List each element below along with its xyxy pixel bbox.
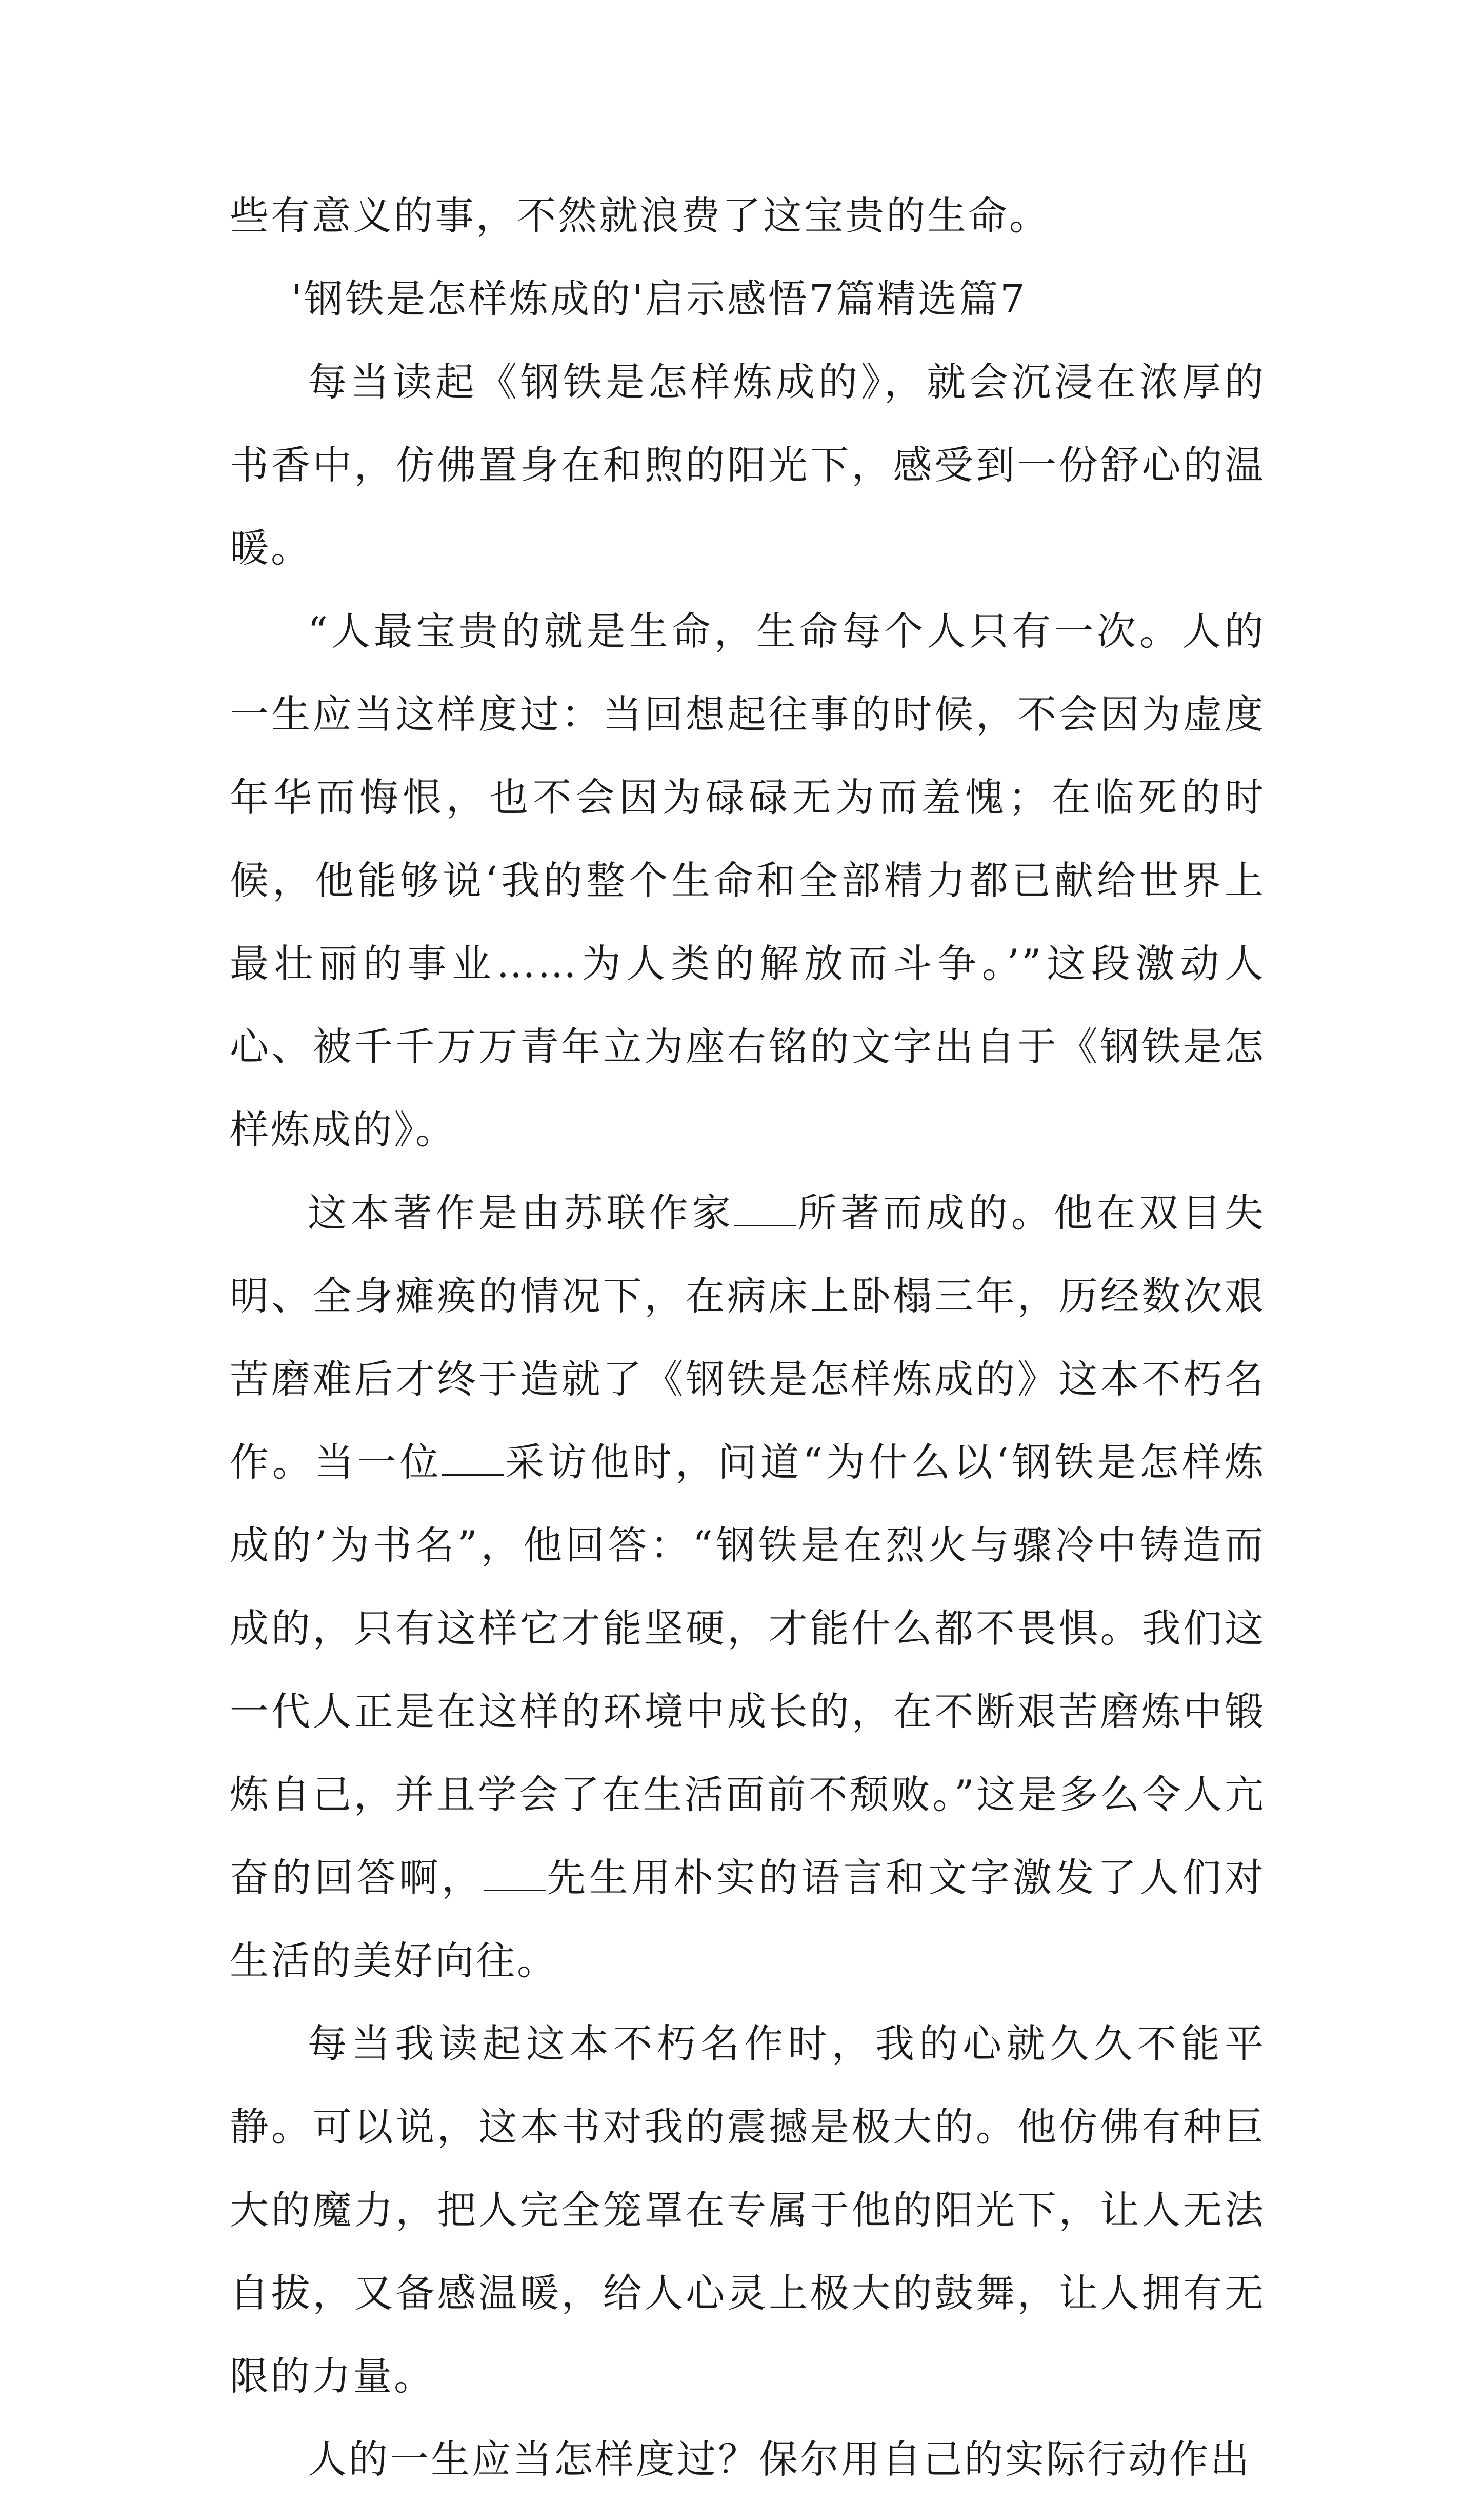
- paragraph-author-part-1: 这本著作是由苏联作家: [308, 1190, 735, 1236]
- paragraph-life: 人的一生应当怎样度过？保尔用自己的实际行动作出: [308, 2436, 1251, 2482]
- paragraph-quote: “人最宝贵的就是生命，生命每个人只有一次。人的一生应当这样度过：当回想起往事的时候，不会因为虚度年华而悔恨，也不会因为碌碌无为而羞愧；在临死的时候，他能够说‘我的整个生命和全部精力都已献给世界上最壮丽的事业……为人类的解放而斗争。’”这段激动人心、被千千万万青年立为座右铭的文字出自于《钢铁是怎样炼成的》。: [230, 608, 1266, 1153]
- blank-author-surname: [484, 1859, 546, 1891]
- section-heading: '钢铁是怎样炼成的'启示感悟7篇精选篇7: [291, 276, 1027, 322]
- paragraph-continuation: 些有意义的事，不然就浪费了这宝贵的生命。: [230, 193, 1050, 239]
- paragraph-impact: 每当我读起这本不朽名作时，我的心就久久不能平静。可以说，这本书对我的震撼是极大的。他仿佛有种巨大的魔力，把人完全笼罩在专属于他的阳光下，让人无法自拔，又备感温暖，给人心灵上极大的鼓舞，让人拥有无限的力量。: [230, 2021, 1266, 2399]
- text-body: [230, 174, 1266, 2501]
- blank-reporter: [442, 1443, 504, 1476]
- paragraph-author-part-4: 先生用朴实的语言和文字激发了人们对生活的美好向往。: [230, 1855, 1266, 1983]
- paragraph-author: [230, 1172, 1266, 2002]
- paragraph-intro: 每当读起《钢铁是怎样炼成的》，就会沉浸在浓厚的书香中，仿佛置身在和煦的阳光下，感受到一份舒心的温暖。: [230, 359, 1266, 571]
- paragraph-author-part-3: 采访他时，问道“为什么以‘钢铁是怎样炼成的’为书名”，他回答：“钢铁是在烈火与骤冷中铸造而成的，只有这样它才能坚硬，才能什么都不畏惧。我们这一代人正是在这样的环境中成长的，在不断艰苦磨炼中锻炼自己，并且学会了在生活面前不颓败。”这是多么令人亢奋的回答啊，: [230, 1439, 1266, 1900]
- blank-author-name: [734, 1194, 796, 1226]
- paragraph-author-part-2: 所著而成的。他在双目失明、全身瘫痪的情况下，在病床上卧榻三年，历经数次艰苦磨难后才终于造就了《钢铁是怎样炼成的》这本不朽名作。当一位: [230, 1190, 1266, 1485]
